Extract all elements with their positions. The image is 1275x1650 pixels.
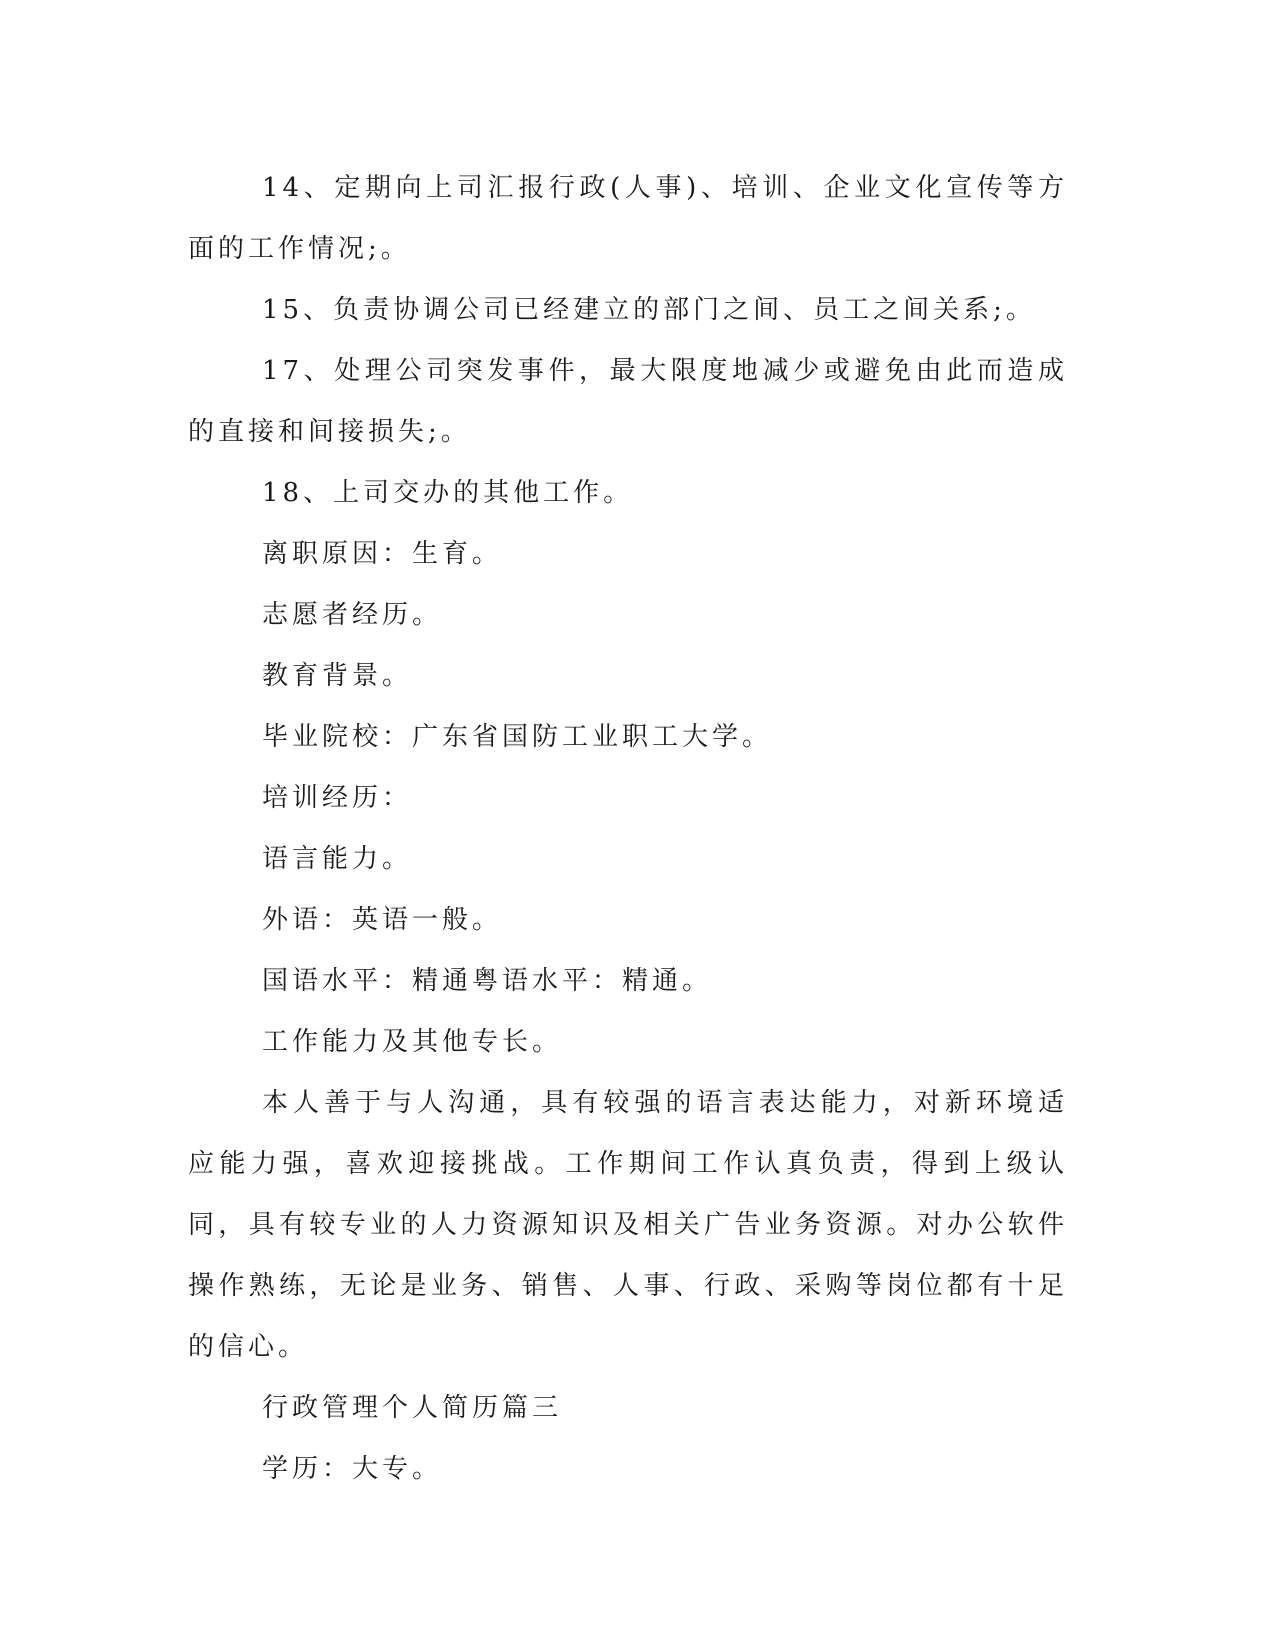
paragraph-duty-14: 14、定期向上司汇报行政(人事)、培训、企业文化宣传等方面的工作情况;。	[188, 173, 1068, 264]
paragraph-training: 培训经历：	[262, 783, 413, 813]
paragraph-duty-17: 17、处理公司突发事件，最大限度地减少或避免由此而造成的直接和间接损失;。	[188, 356, 1068, 447]
paragraph-degree: 学历：大专。	[262, 1454, 443, 1484]
paragraph-self-description: 本人善于与人沟通，具有较强的语言表达能力，对新环境适应能力强，喜欢迎接挑战。工作期间工作认真负责，得到上级认同，具有较专业的人力资源知识及相关广告业务资源。对办公软件操作熟练，无论是业务、销售、人事、行政、采购等岗位都有十足的信心。	[188, 1088, 1068, 1362]
paragraph-duty-18: 18、上司交办的其他工作。	[262, 478, 634, 508]
paragraph-section-title: 行政管理个人简历篇三	[262, 1393, 563, 1423]
paragraph-skills-heading: 工作能力及其他专长。	[262, 1027, 563, 1057]
paragraph-duty-15: 15、负责协调公司已经建立的部门之间、员工之间关系;。	[262, 295, 1036, 325]
paragraph-education-heading: 教育背景。	[262, 661, 413, 691]
paragraph-language-heading: 语言能力。	[262, 844, 413, 874]
paragraph-school: 毕业院校：广东省国防工业职工大学。	[262, 722, 773, 752]
paragraph-volunteer-heading: 志愿者经历。	[262, 600, 443, 630]
document-body	[188, 158, 1068, 1500]
paragraph-mandarin-cantonese: 国语水平：精通粤语水平：精通。	[262, 966, 713, 996]
paragraph-foreign-language: 外语：英语一般。	[262, 905, 503, 935]
paragraph-leave-reason: 离职原因：生育。	[262, 539, 503, 569]
